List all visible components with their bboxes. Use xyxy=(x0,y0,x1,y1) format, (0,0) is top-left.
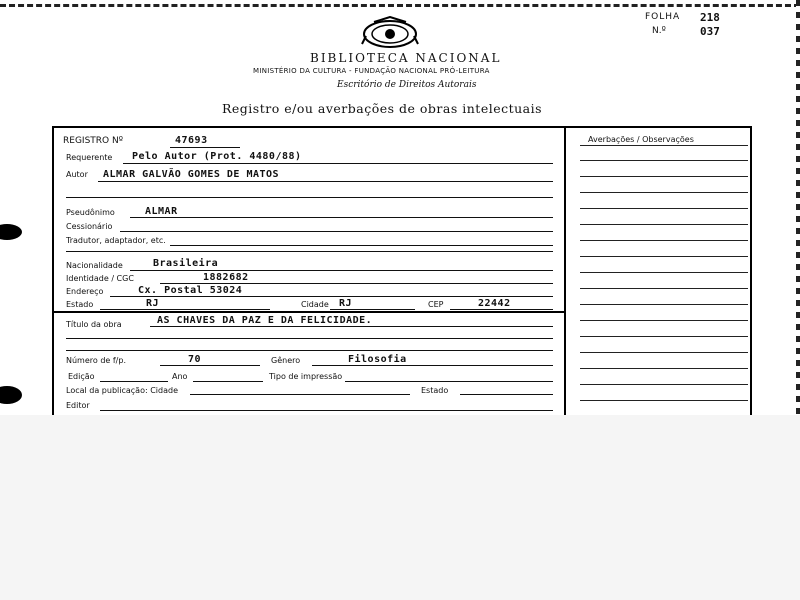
binder-hole-top xyxy=(0,224,22,240)
titulo-value: AS CHAVES DA PAZ E DA FELICIDADE. xyxy=(157,315,373,326)
fill-line xyxy=(160,283,553,284)
averbacoes-label: Averbações / Observações xyxy=(588,135,694,144)
side-rule xyxy=(580,240,748,241)
perforated-top-edge xyxy=(0,4,800,7)
edicao-label: Edição xyxy=(68,372,95,381)
cessionario-label: Cessionário xyxy=(66,222,113,231)
side-rule xyxy=(580,352,748,353)
requerente-label: Requerente xyxy=(66,153,113,162)
office-name: Escritório de Direitos Autorais xyxy=(337,80,477,90)
fill-line xyxy=(66,350,553,351)
fill-line xyxy=(450,309,553,310)
fill-line xyxy=(100,381,168,382)
cidade-value: RJ xyxy=(339,298,353,309)
tipo-label: Tipo de impressão xyxy=(269,372,343,381)
binder-hole-bottom xyxy=(0,386,22,404)
fill-line xyxy=(123,163,553,164)
fill-line xyxy=(150,326,553,327)
side-rule xyxy=(580,368,748,369)
fill-line xyxy=(312,365,553,366)
identidade-value: 1882682 xyxy=(203,272,249,283)
fill-line xyxy=(66,251,553,252)
fill-line xyxy=(98,181,553,182)
genero-value: Filosofia xyxy=(348,354,407,365)
side-rule xyxy=(580,145,748,146)
fill-line xyxy=(460,394,553,395)
side-rule xyxy=(580,288,748,289)
fill-line xyxy=(120,231,553,232)
national-seal-icon xyxy=(360,16,420,50)
cep-label: CEP xyxy=(428,300,444,309)
side-rule xyxy=(580,384,748,385)
section-divider xyxy=(52,311,564,313)
estado-value: RJ xyxy=(146,298,160,309)
side-rule xyxy=(580,304,748,305)
identidade-label: Identidade / CGC xyxy=(66,274,134,283)
fill-line xyxy=(100,309,270,310)
side-rule xyxy=(580,320,748,321)
numero-label: Número de f/p. xyxy=(66,356,126,365)
side-rule xyxy=(580,208,748,209)
local-label: Local da publicação: Cidade xyxy=(66,386,178,395)
requerente-value: Pelo Autor (Prot. 4480/88) xyxy=(132,151,302,162)
side-rule xyxy=(580,256,748,257)
fill-line xyxy=(190,394,410,395)
editor-label: Editor xyxy=(66,401,90,410)
form-title: Registro e/ou averbações de obras intelectuais xyxy=(222,101,543,116)
folha-label: FOLHA xyxy=(645,12,681,22)
autor-value: ALMAR GALVÃO GOMES DE MATOS xyxy=(103,169,280,180)
cep-value: 22442 xyxy=(478,298,511,309)
fill-line xyxy=(130,217,553,218)
nacionalidade-label: Nacionalidade xyxy=(66,261,123,270)
ano-label: Ano xyxy=(172,372,188,381)
livro-number: 037 xyxy=(700,25,720,38)
endereco-value: Cx. Postal 53024 xyxy=(138,285,243,296)
form-divider xyxy=(564,126,566,415)
cidade-label: Cidade xyxy=(301,300,329,309)
registro-label: REGISTRO Nº xyxy=(63,136,123,146)
side-rule xyxy=(580,400,748,401)
fill-line xyxy=(330,309,415,310)
fill-line xyxy=(193,381,263,382)
tradutor-label: Tradutor, adaptador, etc. xyxy=(66,236,166,245)
local-estado-label: Estado xyxy=(421,386,449,395)
genero-label: Gênero xyxy=(271,356,301,365)
numero-value: 70 xyxy=(188,354,202,365)
fill-line xyxy=(100,410,553,411)
fill-line xyxy=(345,381,553,382)
institution-name: BIBLIOTECA NACIONAL xyxy=(310,51,502,65)
side-rule xyxy=(580,336,748,337)
side-rule xyxy=(580,272,748,273)
side-rule xyxy=(580,160,748,161)
side-rule xyxy=(580,192,748,193)
pseudonimo-label: Pseudônimo xyxy=(66,208,115,217)
side-rule xyxy=(580,176,748,177)
nacionalidade-value: Brasileira xyxy=(153,258,219,269)
side-rule xyxy=(580,224,748,225)
blank-background xyxy=(0,415,800,600)
fill-line xyxy=(66,338,553,339)
fill-line xyxy=(110,296,553,297)
livro-label: N.º xyxy=(652,26,666,36)
perforated-right-edge xyxy=(796,0,800,415)
folha-number: 218 xyxy=(700,11,720,24)
fill-line xyxy=(130,270,553,271)
fill-line xyxy=(66,197,553,198)
fill-line xyxy=(170,245,553,246)
registro-value: 47693 xyxy=(175,135,208,146)
estado-label: Estado xyxy=(66,300,94,309)
ministry-line: MINISTÉRIO DA CULTURA - FUNDAÇÃO NACIONAL PRÓ-LEITURA xyxy=(253,67,490,75)
pseudonimo-value: ALMAR xyxy=(145,206,178,217)
titulo-label: Título da obra xyxy=(66,320,122,329)
fill-line xyxy=(170,147,240,148)
autor-label: Autor xyxy=(66,170,88,179)
endereco-label: Endereço xyxy=(66,287,104,296)
fill-line xyxy=(160,365,260,366)
